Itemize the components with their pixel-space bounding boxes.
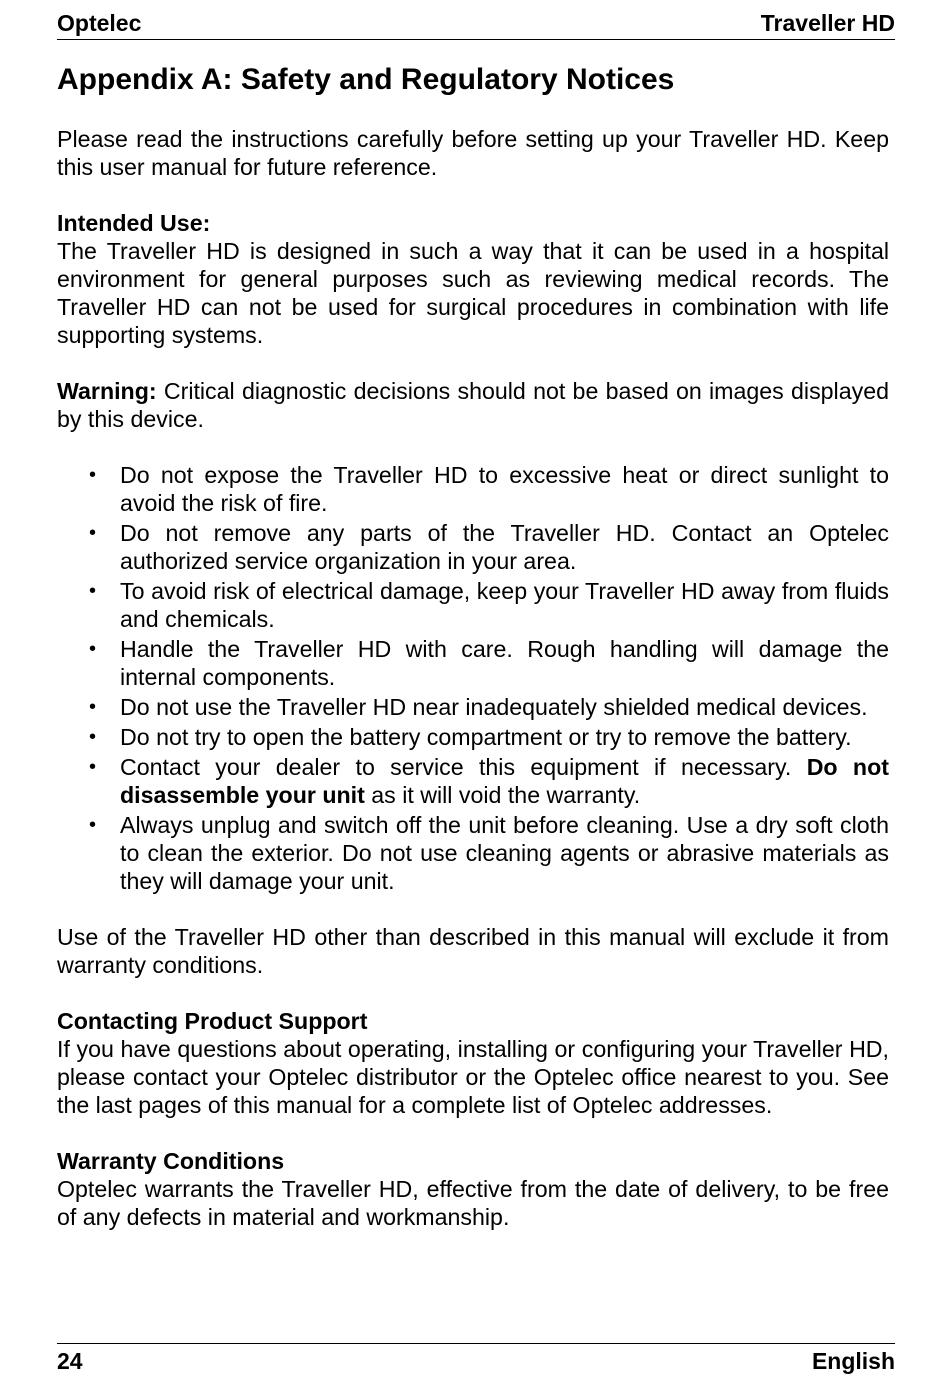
bullet-icon: •	[89, 814, 97, 836]
bullet-icon: •	[89, 756, 97, 778]
list-item	[57, 753, 889, 809]
bullet-icon: •	[89, 696, 97, 718]
page-header	[57, 10, 895, 40]
bullet-icon: •	[89, 726, 97, 748]
list-item-text: Do not remove any parts of the Traveller HD. Contact an Optelec authorized service organization in your area.	[120, 520, 889, 574]
list-item-text: Do not expose the Traveller HD to excessive heat or direct sunlight to avoid the risk of fire.	[120, 462, 889, 516]
warranty-section	[57, 1147, 889, 1231]
footer-language: English	[811, 1348, 895, 1374]
support-section	[57, 1007, 889, 1119]
list-item	[57, 693, 889, 721]
list-item	[57, 635, 889, 691]
list-item-emphasis: Do not disassemble your unit	[120, 754, 889, 808]
support-text: If you have questions about operating, installing or configuring your Traveller HD, please contact your Optelec distributor or the Optelec office nearest to you. See the last pages of this manual for a complete list of Optelec addresses.	[57, 1036, 889, 1118]
bullet-icon: •	[89, 580, 97, 602]
intended-use-heading: Intended Use:	[57, 210, 211, 236]
list-item	[57, 519, 889, 575]
list-item-text: Do not try to open the battery compartment or try to remove the battery.	[120, 724, 852, 750]
list-item	[57, 723, 889, 751]
header-product: Traveller HD	[760, 10, 895, 36]
warranty-heading: Warranty Conditions	[57, 1148, 285, 1174]
safety-list	[57, 461, 889, 895]
usage-note: Use of the Traveller HD other than described in this manual will exclude it from warranty conditions.	[57, 924, 889, 978]
bullet-icon: •	[89, 522, 97, 544]
header-brand: Optelec	[57, 10, 142, 36]
list-item-text: To avoid risk of electrical damage, keep your Traveller HD away from fluids and chemicals.	[120, 578, 889, 632]
warranty-text: Optelec warrants the Traveller HD, effective from the date of delivery, to be free of any defects in material and workmanship.	[57, 1176, 889, 1230]
bullet-icon: •	[89, 638, 97, 660]
page-body	[57, 125, 889, 1231]
intended-use-text: The Traveller HD is designed in such a way that it can be used in a hospital environment for general purposes such as reviewing medical records. The Traveller HD can not be used for surgical procedures in combination with life supporting systems.	[57, 238, 889, 348]
warning-paragraph	[57, 377, 889, 433]
list-item	[57, 811, 889, 895]
support-heading: Contacting Product Support	[57, 1008, 368, 1034]
intended-use-section	[57, 209, 889, 349]
warning-label: Warning:	[57, 378, 157, 404]
intro-paragraph: Please read the instructions carefully before setting up your Traveller HD. Keep this user manual for future reference.	[57, 126, 889, 180]
warning-text: Critical diagnostic decisions should not be based on images displayed by this device.	[57, 378, 889, 432]
bullet-icon: •	[89, 464, 97, 486]
page-footer	[57, 1343, 895, 1375]
list-item-text: as it will void the warranty.	[364, 782, 641, 808]
page-number: 24	[57, 1348, 83, 1374]
list-item-text: Do not use the Traveller HD near inadequately shielded medical devices.	[120, 694, 868, 720]
list-item	[57, 461, 889, 517]
list-item-text: Always unplug and switch off the unit before cleaning. Use a dry soft cloth to clean the exterior. Do not use cleaning agents or abrasive materials as they will damage your unit.	[120, 812, 889, 894]
page-title: Appendix A: Safety and Regulatory Notices	[57, 63, 675, 96]
list-item	[57, 577, 889, 633]
list-item-text: Contact your dealer to service this equipment if necessary.	[120, 754, 807, 780]
list-item-text: Handle the Traveller HD with care. Rough handling will damage the internal components.	[120, 636, 889, 690]
